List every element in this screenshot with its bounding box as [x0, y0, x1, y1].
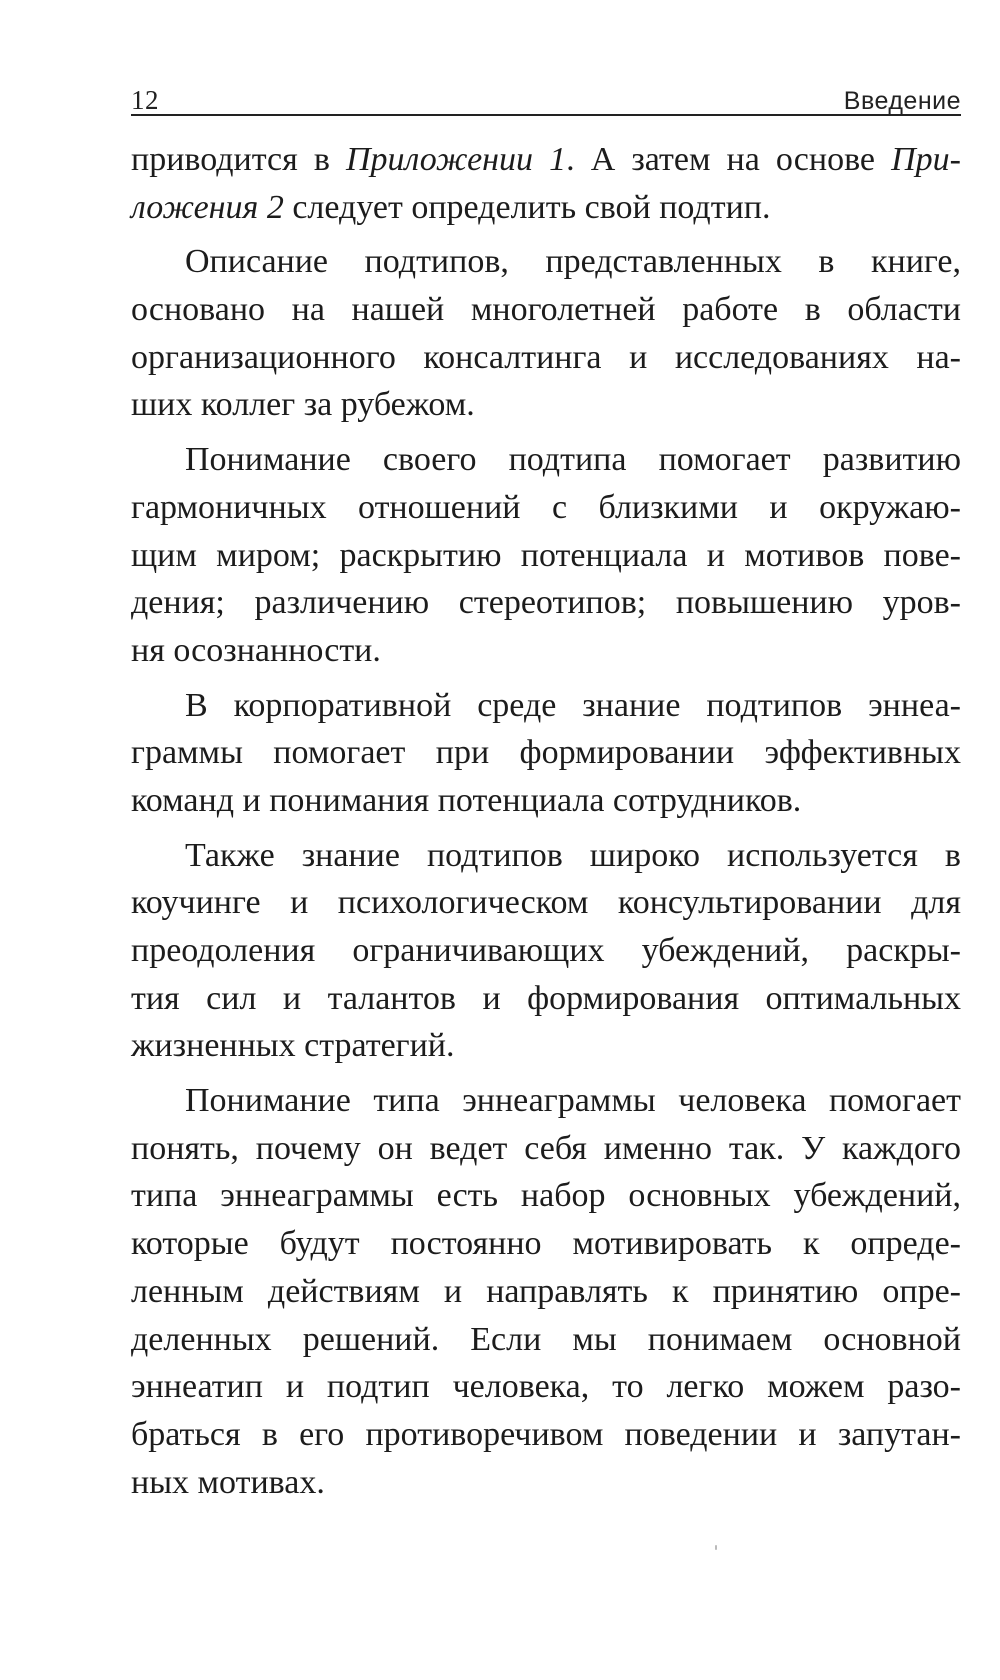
text-line: ня осознанности.	[131, 631, 381, 669]
header-rule	[131, 114, 961, 116]
paragraph	[131, 832, 961, 1070]
text-line: приводится в Приложении 1. А затем на основе При-	[131, 141, 961, 178]
text-line: ложения 2 следует определить свой подтип.	[131, 188, 771, 226]
text-line: Описание подтипов, представленных в книге,	[185, 243, 961, 281]
text-line: граммы помогает при формировании эффективных	[131, 734, 961, 772]
text-line: Понимание своего подтипа помогает развитию	[185, 441, 961, 479]
paragraph	[131, 436, 961, 674]
text-line: эннеатип и подтип человека, то легко можем разо-	[131, 1368, 961, 1406]
text-line: гармоничных отношений с близкими и окружаю-	[131, 488, 961, 526]
paragraph	[131, 238, 961, 429]
text-line: которые будут постоянно мотивировать к опреде-	[131, 1225, 961, 1263]
text-line: браться в его противоречивом поведении и запутан-	[131, 1415, 961, 1453]
text-line: щим миром; раскрытию потенциала и мотивов пове-	[131, 536, 961, 574]
text-line: тия сил и талантов и формирования оптимальных	[131, 979, 961, 1017]
text-line: жизненных стратегий.	[131, 1027, 455, 1065]
text-line: дения; различению стереотипов; повышению уров-	[131, 584, 961, 622]
paper-speck	[715, 1545, 717, 1550]
text-line: ших коллег за рубежом.	[131, 386, 475, 424]
text-line: деленных решений. Если мы понимаем основной	[131, 1320, 961, 1358]
text-line: понять, почему он ведет себя именно так. У каждого	[131, 1129, 961, 1167]
paragraph	[131, 682, 961, 825]
text-line: коучинге и психологическом консультировании для	[131, 884, 961, 922]
text-line: ленным действиям и направлять к принятию опре-	[131, 1272, 961, 1310]
paragraph	[131, 136, 961, 231]
text-line: В корпоративной среде знание подтипов эннеа-	[185, 686, 961, 724]
text-line: ных мотивах.	[131, 1463, 325, 1501]
paragraph	[131, 1077, 961, 1506]
text-line: Понимание типа эннеаграммы человека помогает	[185, 1082, 961, 1120]
text-line: типа эннеаграммы есть набор основных убеждений,	[131, 1177, 961, 1215]
text-line: основано на нашей многолетней работе в области	[131, 291, 961, 329]
body-text	[131, 136, 961, 1506]
section-title: Введение	[843, 87, 961, 115]
text-line: организационного консалтинга и исследованиях на-	[131, 338, 961, 376]
text-line: Также знание подтипов широко используется в	[185, 836, 961, 874]
text-line: преодоления ограничивающих убеждений, раскры-	[131, 932, 961, 969]
page-number: 12	[131, 85, 159, 115]
running-head	[131, 76, 961, 116]
text-line: команд и понимания потенциала сотрудников.	[131, 781, 802, 819]
